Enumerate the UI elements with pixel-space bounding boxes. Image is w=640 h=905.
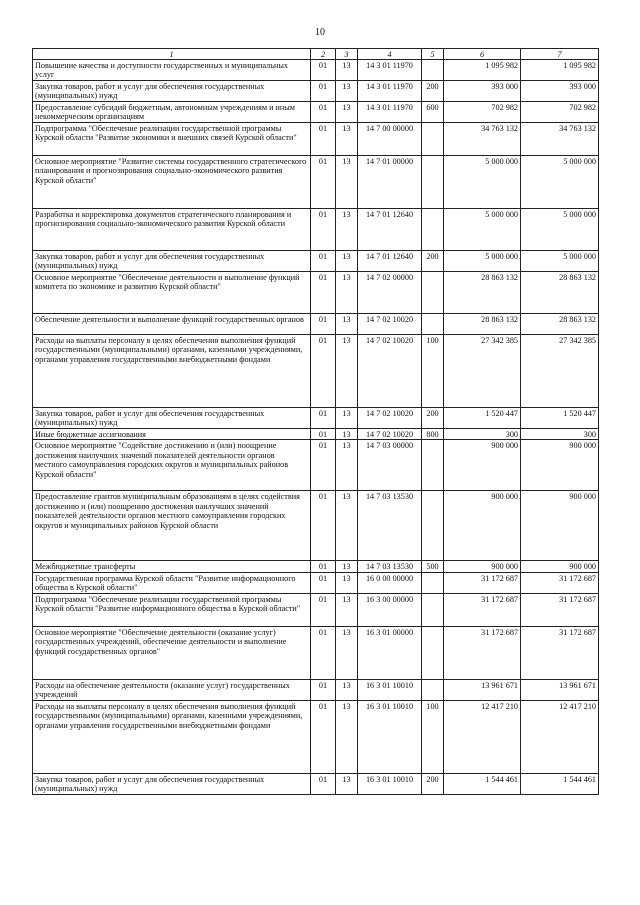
row-section-code: 01 <box>311 491 336 561</box>
row-subsection-code: 13 <box>336 123 358 156</box>
row-expense-type: 600 <box>422 102 444 123</box>
row-amount-col6: 5 000 000 <box>444 209 521 251</box>
budget-table <box>32 48 599 795</box>
row-description: Основное мероприятие "Обеспечение деятельности (оказание услуг) государственных учреждений, обеспечение деятельности и выполнение функций государственных органов" <box>33 626 311 679</box>
row-amount-col7: 28 863 132 <box>521 272 599 314</box>
table-row <box>33 81 599 102</box>
row-section-code: 01 <box>311 572 336 593</box>
row-amount-col6: 1 544 461 <box>444 773 521 794</box>
row-subsection-code: 13 <box>336 314 358 335</box>
row-amount-col7: 900 000 <box>521 440 599 491</box>
row-subsection-code: 13 <box>336 679 358 700</box>
row-description: Государственная программа Курской области "Развитие информационного общества в Курской области" <box>33 572 311 593</box>
row-amount-col6: 34 763 132 <box>444 123 521 156</box>
table-row <box>33 408 599 429</box>
row-expense-type <box>422 156 444 209</box>
row-amount-col6: 702 982 <box>444 102 521 123</box>
row-subsection-code: 13 <box>336 272 358 314</box>
row-description: Расходы на обеспечение деятельности (оказание услуг) государственных учреждений <box>33 679 311 700</box>
table-row <box>33 102 599 123</box>
row-amount-col7: 393 000 <box>521 81 599 102</box>
row-description: Иные бюджетные ассигнования <box>33 429 311 440</box>
table-row <box>33 773 599 794</box>
table-row <box>33 561 599 572</box>
row-amount-col7: 28 863 132 <box>521 314 599 335</box>
row-section-code: 01 <box>311 626 336 679</box>
row-subsection-code: 13 <box>336 773 358 794</box>
row-target-article: 14 7 02 10020 <box>358 429 422 440</box>
row-amount-col7: 1 544 461 <box>521 773 599 794</box>
row-subsection-code: 13 <box>336 593 358 626</box>
table-row <box>33 700 599 773</box>
row-description: Закупка товаров, работ и услуг для обеспечения государственных (муниципальных) нужд <box>33 773 311 794</box>
row-target-article: 16 3 01 10010 <box>358 679 422 700</box>
row-target-article: 14 7 01 12640 <box>358 209 422 251</box>
header-col-7: 7 <box>521 49 599 60</box>
row-description: Расходы на выплаты персоналу в целях обеспечения выполнения функций государственными (муниципальными) органами, казенными учреждениями, органами управления государственными внебюджетными фондами <box>33 335 311 408</box>
row-amount-col6: 12 417 210 <box>444 700 521 773</box>
row-target-article: 16 3 01 10010 <box>358 773 422 794</box>
row-amount-col7: 300 <box>521 429 599 440</box>
table-row <box>33 60 599 81</box>
row-description: Разработка и корректировка документов стратегического планирования и прогнозирования социально-экономического развития Курской области <box>33 209 311 251</box>
row-section-code: 01 <box>311 81 336 102</box>
row-target-article: 16 3 00 00000 <box>358 593 422 626</box>
row-amount-col6: 13 961 671 <box>444 679 521 700</box>
row-expense-type <box>422 123 444 156</box>
row-amount-col6: 31 172 687 <box>444 572 521 593</box>
row-expense-type: 200 <box>422 773 444 794</box>
row-subsection-code: 13 <box>336 429 358 440</box>
row-subsection-code: 13 <box>336 209 358 251</box>
row-expense-type: 200 <box>422 81 444 102</box>
row-section-code: 01 <box>311 429 336 440</box>
row-amount-col6: 900 000 <box>444 491 521 561</box>
row-description: Основное мероприятие "Обеспечение деятельности и выполнение функций комитета по экономике и развитию Курской области" <box>33 272 311 314</box>
row-expense-type: 800 <box>422 429 444 440</box>
row-amount-col6: 300 <box>444 429 521 440</box>
row-expense-type <box>422 272 444 314</box>
row-amount-col7: 13 961 671 <box>521 679 599 700</box>
row-expense-type: 200 <box>422 408 444 429</box>
row-target-article: 14 3 01 11970 <box>358 102 422 123</box>
table-row <box>33 314 599 335</box>
row-amount-col7: 900 000 <box>521 491 599 561</box>
row-expense-type: 200 <box>422 251 444 272</box>
row-amount-col6: 5 000 000 <box>444 156 521 209</box>
row-expense-type: 100 <box>422 335 444 408</box>
table-row <box>33 335 599 408</box>
row-subsection-code: 13 <box>336 81 358 102</box>
row-target-article: 14 7 03 13530 <box>358 561 422 572</box>
row-amount-col6: 31 172 687 <box>444 593 521 626</box>
row-description: Основное мероприятие "Содействие достижению и (или) поощрение достижения наилучших значений показателей деятельности органов местного самоуправления городских округов и муниципальных районов Курской области" <box>33 440 311 491</box>
page-number: 10 <box>315 27 325 38</box>
row-amount-col7: 702 982 <box>521 102 599 123</box>
row-amount-col6: 900 000 <box>444 440 521 491</box>
row-section-code: 01 <box>311 335 336 408</box>
row-amount-col6: 28 863 132 <box>444 314 521 335</box>
row-description: Закупка товаров, работ и услуг для обеспечения государственных (муниципальных) нужд <box>33 251 311 272</box>
row-description: Обеспечение деятельности и выполнение функций государственных органов <box>33 314 311 335</box>
header-col-3: 3 <box>336 49 358 60</box>
row-section-code: 01 <box>311 156 336 209</box>
row-section-code: 01 <box>311 123 336 156</box>
row-section-code: 01 <box>311 209 336 251</box>
table-row <box>33 209 599 251</box>
row-amount-col7: 34 763 132 <box>521 123 599 156</box>
row-subsection-code: 13 <box>336 251 358 272</box>
row-amount-col7: 1 520 447 <box>521 408 599 429</box>
table-row <box>33 156 599 209</box>
row-amount-col6: 27 342 385 <box>444 335 521 408</box>
row-amount-col7: 1 095 982 <box>521 60 599 81</box>
row-description: Предоставление грантов муниципальным образованиям в целях содействия достижению и (или) поощрению достижения наилучших значений показателей деятельности органов местного самоуправления городских округов и муниципальных районов Курской области <box>33 491 311 561</box>
row-expense-type <box>422 314 444 335</box>
row-section-code: 01 <box>311 773 336 794</box>
row-target-article: 16 3 01 10010 <box>358 700 422 773</box>
row-amount-col7: 27 342 385 <box>521 335 599 408</box>
row-section-code: 01 <box>311 561 336 572</box>
row-amount-col7: 5 000 000 <box>521 251 599 272</box>
row-amount-col7: 900 000 <box>521 561 599 572</box>
table-header-row <box>33 49 599 60</box>
row-expense-type <box>422 572 444 593</box>
row-subsection-code: 13 <box>336 440 358 491</box>
row-target-article: 14 7 01 00000 <box>358 156 422 209</box>
row-section-code: 01 <box>311 408 336 429</box>
row-target-article: 16 0 00 00000 <box>358 572 422 593</box>
row-description: Межбюджетные трансферты <box>33 561 311 572</box>
row-description: Подпрограмма "Обеспечение реализации государственной программы Курской области "Развитие экономики и внешних связей Курской области" <box>33 123 311 156</box>
table-row <box>33 272 599 314</box>
row-expense-type: 500 <box>422 561 444 572</box>
row-section-code: 01 <box>311 440 336 491</box>
header-col-2: 2 <box>311 49 336 60</box>
table-row <box>33 679 599 700</box>
row-section-code: 01 <box>311 251 336 272</box>
header-col-6: 6 <box>444 49 521 60</box>
table-row <box>33 251 599 272</box>
row-section-code: 01 <box>311 593 336 626</box>
row-subsection-code: 13 <box>336 335 358 408</box>
table-row <box>33 572 599 593</box>
row-amount-col7: 31 172 687 <box>521 572 599 593</box>
row-amount-col7: 5 000 000 <box>521 209 599 251</box>
row-subsection-code: 13 <box>336 408 358 429</box>
row-target-article: 14 7 02 10020 <box>358 408 422 429</box>
row-target-article: 14 7 01 12640 <box>358 251 422 272</box>
table-row <box>33 429 599 440</box>
row-description: Расходы на выплаты персоналу в целях обеспечения выполнения функций государственными (муниципальными) органами, казенными учреждениями, органами управления государственными внебюджетными фондами <box>33 700 311 773</box>
header-col-1: 1 <box>33 49 311 60</box>
row-description: Закупка товаров, работ и услуг для обеспечения государственных (муниципальных) нужд <box>33 408 311 429</box>
row-target-article: 14 7 03 00000 <box>358 440 422 491</box>
row-expense-type <box>422 593 444 626</box>
row-subsection-code: 13 <box>336 700 358 773</box>
row-expense-type <box>422 60 444 81</box>
row-subsection-code: 13 <box>336 572 358 593</box>
row-target-article: 16 3 01 00000 <box>358 626 422 679</box>
row-expense-type: 100 <box>422 700 444 773</box>
row-section-code: 01 <box>311 60 336 81</box>
row-description: Закупка товаров, работ и услуг для обеспечения государственных (муниципальных) нужд <box>33 81 311 102</box>
row-target-article: 14 3 01 11970 <box>358 60 422 81</box>
row-section-code: 01 <box>311 700 336 773</box>
row-amount-col7: 5 000 000 <box>521 156 599 209</box>
row-target-article: 14 7 00 00000 <box>358 123 422 156</box>
row-amount-col6: 900 000 <box>444 561 521 572</box>
row-description: Основное мероприятие "Развитие системы государственного стратегического планирования и прогнозирования социально-экономического развития Курской области" <box>33 156 311 209</box>
table-row <box>33 123 599 156</box>
row-amount-col6: 1 095 982 <box>444 60 521 81</box>
row-subsection-code: 13 <box>336 491 358 561</box>
row-target-article: 14 7 02 10020 <box>358 314 422 335</box>
row-amount-col6: 5 000 000 <box>444 251 521 272</box>
row-amount-col6: 393 000 <box>444 81 521 102</box>
header-col-4: 4 <box>358 49 422 60</box>
row-target-article: 14 7 02 00000 <box>358 272 422 314</box>
row-expense-type <box>422 209 444 251</box>
table-row <box>33 440 599 491</box>
row-amount-col7: 31 172 687 <box>521 626 599 679</box>
row-target-article: 14 7 02 10020 <box>358 335 422 408</box>
row-description: Предоставление субсидий бюджетным, автономным учреждениям и иным некоммерческим организациям <box>33 102 311 123</box>
row-expense-type <box>422 440 444 491</box>
row-subsection-code: 13 <box>336 60 358 81</box>
row-target-article: 14 3 01 11970 <box>358 81 422 102</box>
row-section-code: 01 <box>311 314 336 335</box>
row-amount-col6: 28 863 132 <box>444 272 521 314</box>
row-subsection-code: 13 <box>336 626 358 679</box>
row-amount-col6: 31 172 687 <box>444 626 521 679</box>
row-subsection-code: 13 <box>336 561 358 572</box>
row-expense-type <box>422 491 444 561</box>
row-amount-col7: 31 172 687 <box>521 593 599 626</box>
row-description: Повышение качества и доступности государственных и муниципальных услуг <box>33 60 311 81</box>
row-amount-col6: 1 520 447 <box>444 408 521 429</box>
row-amount-col7: 12 417 210 <box>521 700 599 773</box>
row-expense-type <box>422 626 444 679</box>
row-section-code: 01 <box>311 102 336 123</box>
row-section-code: 01 <box>311 679 336 700</box>
row-subsection-code: 13 <box>336 102 358 123</box>
row-subsection-code: 13 <box>336 156 358 209</box>
row-description: Подпрограмма "Обеспечение реализации государственной программы Курской области "Развитие информационного общества в Курской области" <box>33 593 311 626</box>
row-expense-type <box>422 679 444 700</box>
header-col-5: 5 <box>422 49 444 60</box>
row-target-article: 14 7 03 13530 <box>358 491 422 561</box>
table-row <box>33 593 599 626</box>
row-section-code: 01 <box>311 272 336 314</box>
table-row <box>33 491 599 561</box>
table-row <box>33 626 599 679</box>
